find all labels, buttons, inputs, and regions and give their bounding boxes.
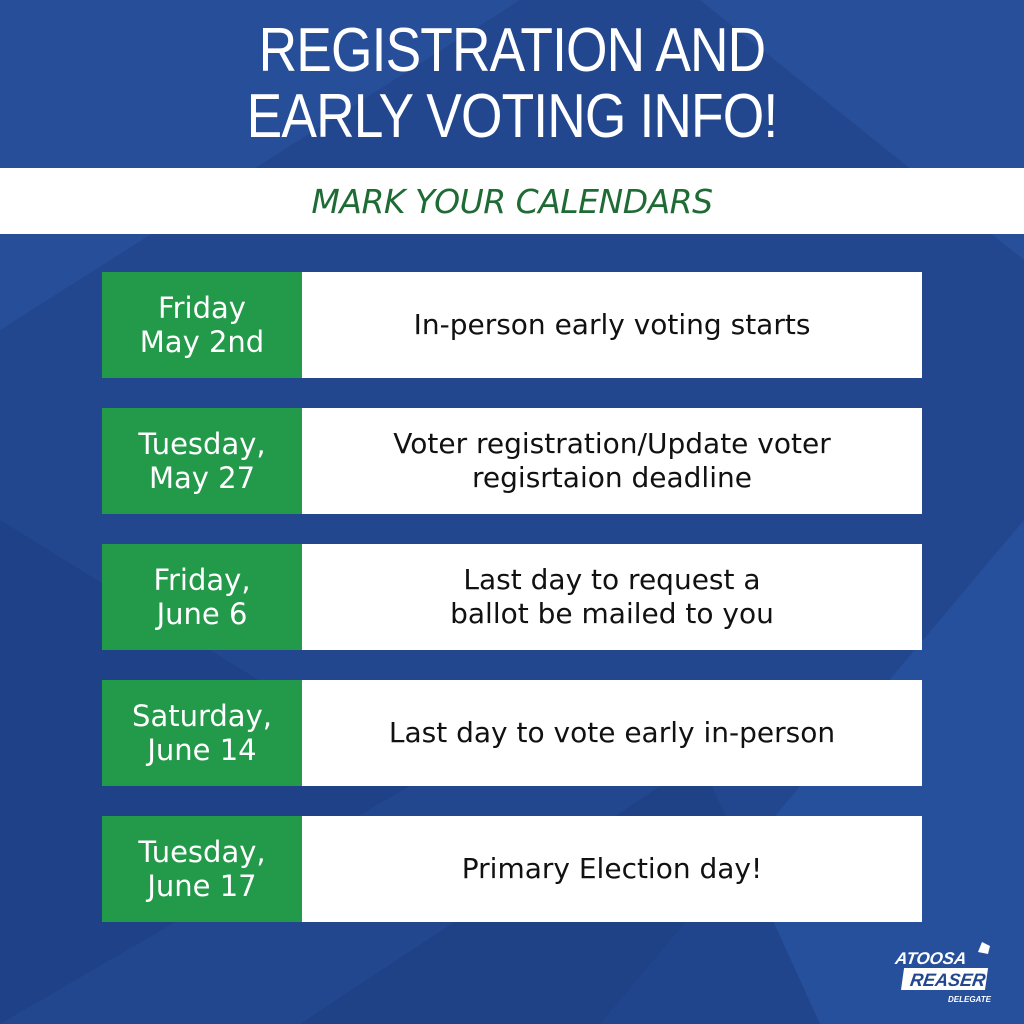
event-list: [102, 272, 922, 952]
event-date-text: June 6: [156, 597, 248, 631]
event-day: Friday,: [153, 563, 251, 597]
event-row: [102, 816, 922, 922]
event-row: [102, 544, 922, 650]
event-description: [302, 544, 922, 650]
page-title: [72, 18, 953, 150]
event-row: [102, 408, 922, 514]
event-date: [102, 816, 302, 922]
state-shape-icon: [978, 942, 990, 954]
event-date: [102, 272, 302, 378]
event-date: [102, 544, 302, 650]
title-line-1: REGISTRATION AND: [258, 16, 766, 85]
event-day: Friday: [158, 291, 246, 325]
event-description-text: Last day to vote early in-person: [388, 716, 836, 749]
event-description-text: Voter registration/Update voter regisrtaion deadline: [393, 427, 831, 494]
title-line-2: EARLY VOTING INFO!: [246, 82, 778, 151]
event-day: Tuesday,: [138, 427, 266, 461]
event-description: [302, 816, 922, 922]
event-date-text: May 2nd: [139, 325, 265, 359]
subtitle-text: MARK YOUR CALENDARS: [311, 181, 713, 221]
event-day: Tuesday,: [138, 835, 266, 869]
campaign-logo: [890, 940, 1010, 1010]
event-date: [102, 680, 302, 786]
subtitle-banner: [0, 168, 1024, 234]
event-description: [302, 680, 922, 786]
logo-line-1: ATOOSA: [894, 949, 968, 968]
event-day: Saturday,: [132, 699, 272, 733]
event-date-text: June 14: [147, 733, 257, 767]
event-date: [102, 408, 302, 514]
event-date-text: June 17: [147, 869, 257, 903]
logo-line-2: REASER: [908, 970, 987, 990]
event-description: [302, 272, 922, 378]
logo-line-3: DELEGATE: [948, 995, 991, 1004]
event-description: [302, 408, 922, 514]
event-description-text: Last day to request a ballot be mailed to you: [450, 563, 774, 630]
event-date-text: May 27: [148, 461, 256, 495]
event-row: [102, 680, 922, 786]
event-description-text: Primary Election day!: [461, 852, 763, 885]
event-description-text: In-person early voting starts: [413, 308, 811, 341]
event-row: [102, 272, 922, 378]
